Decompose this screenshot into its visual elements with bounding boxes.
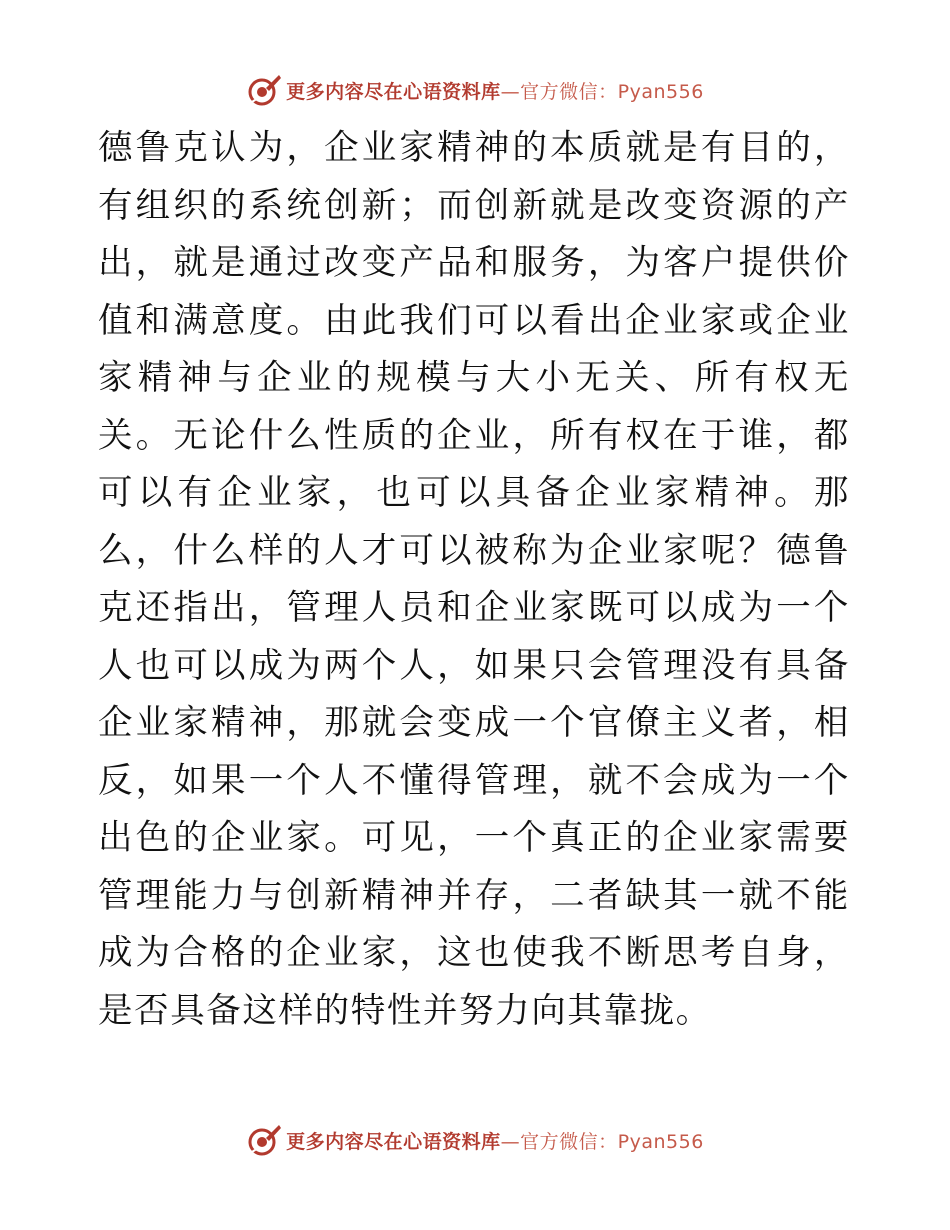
pen-nib-logo-icon [246, 1122, 282, 1158]
footer-banner [0, 1120, 950, 1160]
header-banner-main: 更多内容尽在心语资料库 [286, 80, 501, 103]
header-banner-text [286, 77, 704, 104]
footer-banner-text [286, 1127, 704, 1154]
pen-nib-logo-icon [246, 72, 282, 108]
body-paragraph: 德鲁克认为，企业家精神的本质就是有目的，有组织的系统创新；而创新就是改变资源的产出，就是通过改变产品和服务，为客户提供价值和满意度。由此我们可以看出企业家或企业家精神与企业的规模与大小无关、所有权无关。无论什么性质的企业，所有权在于谁，都可以有企业家，也可以具备企业家精神。那么，什么样的人才可以被称为企业家呢？德鲁克还指出，管理人员和企业家既可以成为一个人也可以成为两个人，如果只会管理没有具备企业家精神，那就会变成一个官僚主义者，相反，如果一个人不懂得管理，就不会成为一个出色的企业家。可见，一个真正的企业家需要管理能力与创新精神并存，二者缺其一就不能成为合格的企业家，这也使我不断思考自身，是否具备这样的特性并努力向其靠拢。 [98, 128, 850, 1031]
footer-banner-rest: —官方微信：Pyan556 [500, 1130, 704, 1153]
header-banner [0, 70, 950, 110]
footer-banner-main: 更多内容尽在心语资料库 [286, 1130, 501, 1153]
header-banner-rest: —官方微信：Pyan556 [500, 80, 704, 103]
